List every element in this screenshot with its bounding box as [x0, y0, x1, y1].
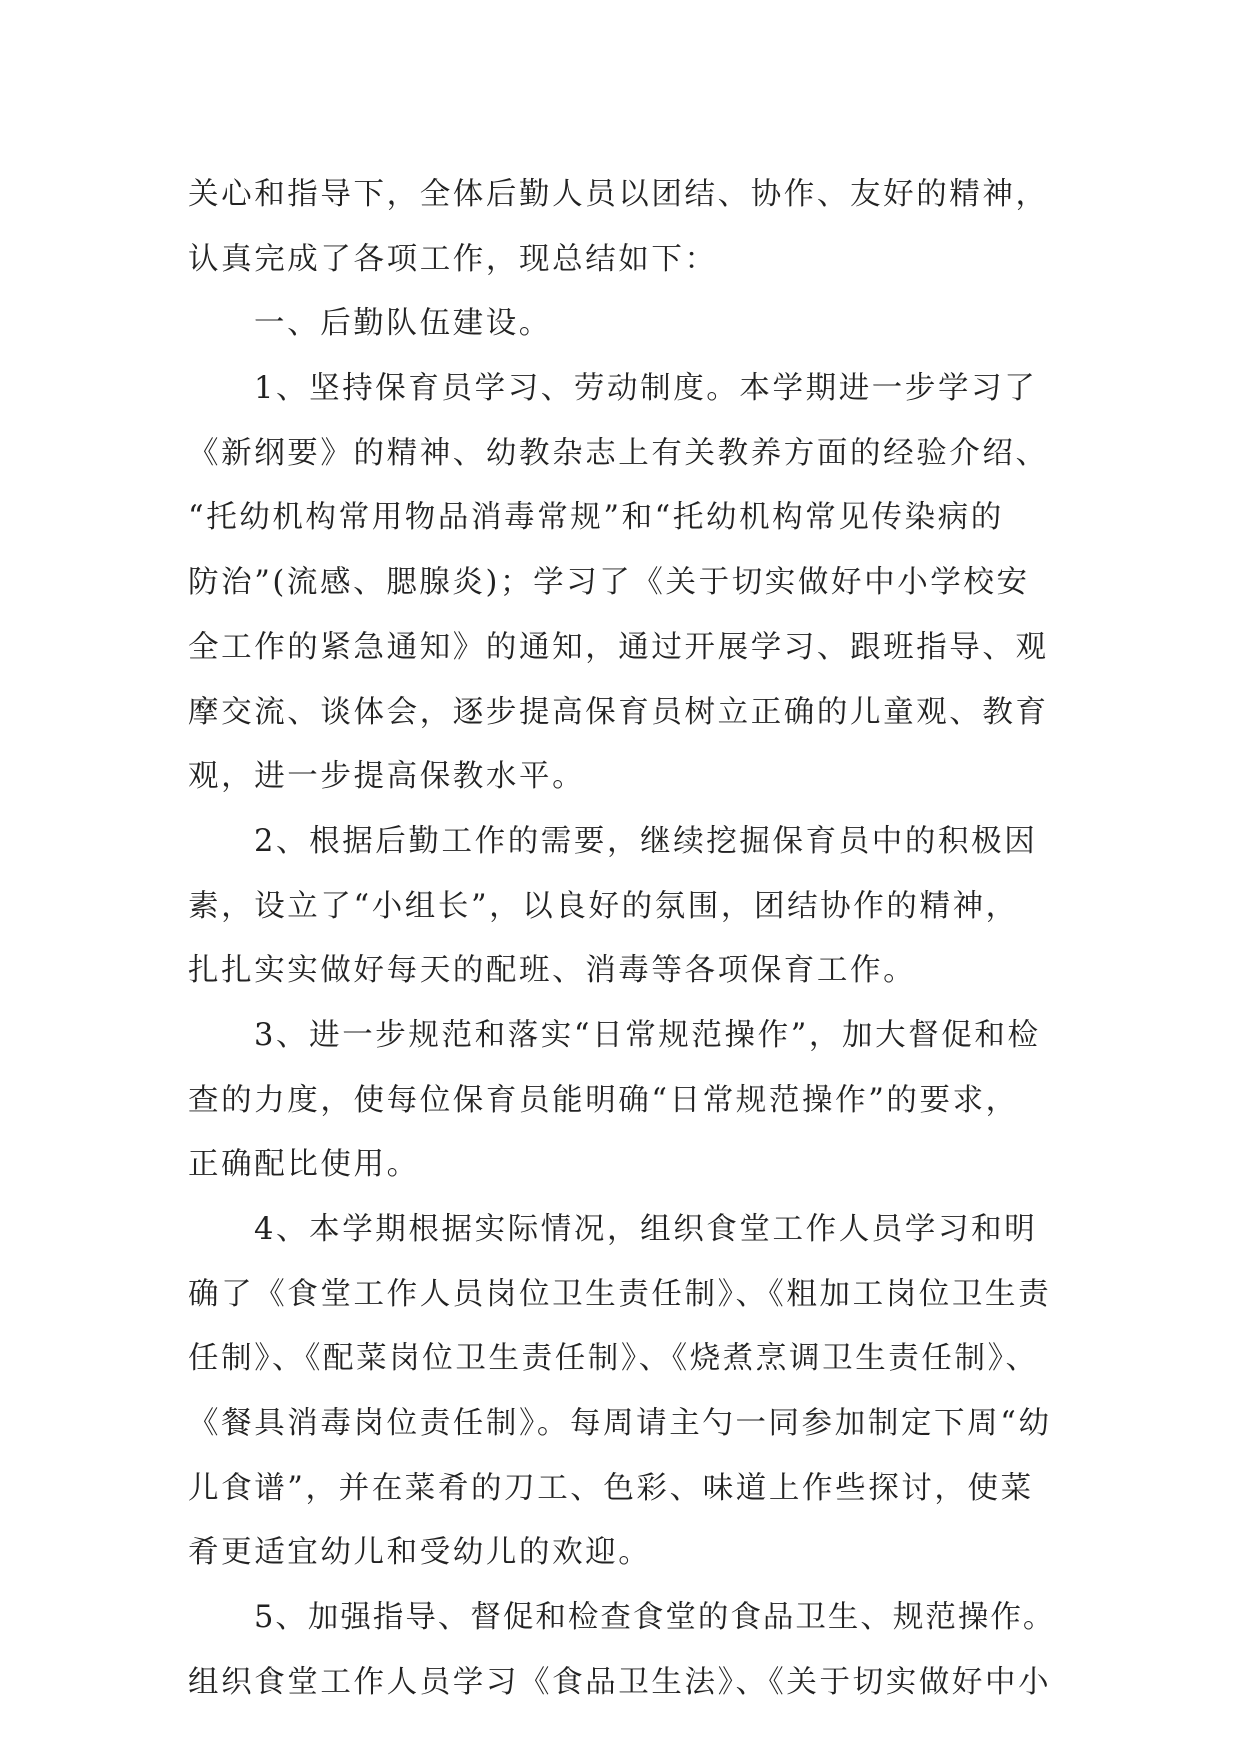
text-line: 任制》、《配菜岗位卫生责任制》、《烧煮烹调卫生责任制》、: [188, 1341, 1039, 1377]
text-line: 《新纲要》的精神、幼教杂志上有关教养方面的经验介绍、: [188, 435, 1049, 471]
text-line: 4、本学期根据实际情况，组织食堂工作人员学习和明: [254, 1212, 1038, 1247]
text-line: 《餐具消毒岗位责任制》。每周请主勺一同参加制定下周“幼: [188, 1406, 1052, 1442]
text-line: 3、进一步规范和落实“日常规范操作”，加大督促和检: [254, 1017, 1041, 1053]
text-line: 儿食谱”，并在菜肴的刀工、色彩、味道上作些探讨，使菜: [188, 1470, 1034, 1506]
text-line: 5、加强指导、督促和检查食堂的食品卫生、规范操作。: [254, 1600, 1056, 1636]
text-line: 肴更适宜幼儿和受幼儿的欢迎。: [188, 1535, 652, 1571]
text-line: 摩交流、谈体会，逐步提高保育员树立正确的儿童观、教育: [188, 694, 1049, 730]
text-line: “托幼机构常用物品消毒常规”和“托幼机构常见传染病的: [188, 500, 1004, 536]
section-heading: 一、后勤队伍建设。: [254, 306, 552, 342]
text-line: 观，进一步提高保教水平。: [188, 759, 586, 795]
text-line: 确了《食堂工作人员岗位卫生责任制》、《粗加工岗位卫生责: [188, 1276, 1052, 1312]
text-line: 扎扎实实做好每天的配班、消毒等各项保育工作。: [188, 953, 917, 989]
text-line: 全工作的紧急通知》的通知，通过开展学习、跟班指导、观: [188, 629, 1049, 665]
text-line: 关心和指导下，全体后勤人员以团结、协作、友好的精神，: [188, 177, 1049, 212]
text-line: 正确配比使用。: [188, 1147, 420, 1183]
text-line: 组织食堂工作人员学习《食品卫生法》、《关于切实做好中小: [188, 1664, 1052, 1700]
text-line: 2、根据后勤工作的需要，继续挖掘保育员中的积极因: [254, 823, 1038, 859]
text-line: 查的力度，使每位保育员能明确“日常规范操作”的要求，: [188, 1082, 1019, 1118]
text-line: 认真完成了各项工作，现总结如下：: [188, 241, 718, 277]
text-line: 1、坚持保育员学习、劳动制度。本学期进一步学习了: [254, 371, 1038, 407]
text-line: 素，设立了“小组长”，以良好的氛围，团结协作的精神，: [188, 888, 1019, 924]
document-body: [188, 163, 1056, 1716]
text-line: 防治”(流感、腮腺炎)；学习了《关于切实做好中小学校安: [188, 565, 1030, 601]
